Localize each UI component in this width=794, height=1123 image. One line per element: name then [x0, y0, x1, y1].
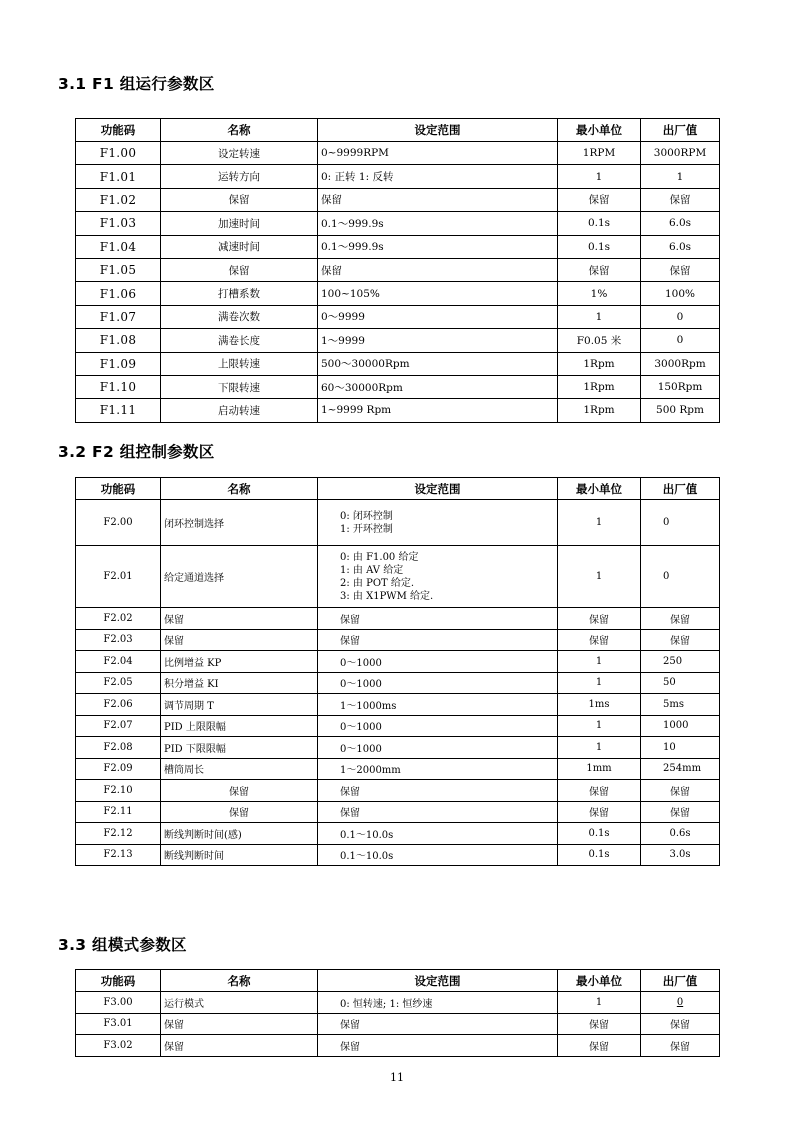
- unit-cell: 保留: [558, 188, 641, 211]
- code-cell: F1.06: [76, 282, 161, 305]
- default-cell: 5ms: [641, 694, 720, 716]
- table-row: [76, 780, 720, 802]
- code-cell: F2.02: [76, 608, 161, 630]
- header-unit: 最小单位: [558, 478, 641, 500]
- table-row: [76, 758, 720, 780]
- section-title-f3: 3.3 组模式参数区: [58, 936, 187, 954]
- name-cell: 保留: [161, 608, 318, 630]
- table-row: [76, 546, 720, 608]
- unit-cell: 1: [558, 305, 641, 328]
- unit-cell: 1: [558, 546, 641, 608]
- range-cell: [318, 546, 558, 608]
- table-row: [76, 737, 720, 759]
- range-cell: 1～9999: [318, 329, 558, 352]
- code-cell: F2.01: [76, 546, 161, 608]
- table-row: [76, 672, 720, 694]
- header-unit: 最小单位: [558, 119, 641, 142]
- header-range: 设定范围: [318, 478, 558, 500]
- name-cell: 运转方向: [161, 165, 318, 188]
- code-cell: F2.08: [76, 737, 161, 759]
- range-cell: 保留: [318, 608, 558, 630]
- name-cell: 保留: [161, 188, 318, 211]
- unit-cell: 1: [558, 165, 641, 188]
- unit-cell: 保留: [558, 608, 641, 630]
- name-cell: 满卷次数: [161, 305, 318, 328]
- header-unit: 最小单位: [558, 970, 641, 992]
- range-cell: 500～30000Rpm: [318, 352, 558, 375]
- range-cell: 0~9999RPM: [318, 142, 558, 165]
- table-header-row: [76, 478, 720, 500]
- table-row: [76, 399, 720, 422]
- code-cell: F2.04: [76, 651, 161, 673]
- default-cell: 0.6s: [641, 823, 720, 845]
- range-cell: 保留: [318, 629, 558, 651]
- range-cell: 60～30000Rpm: [318, 375, 558, 398]
- default-cell: 10: [641, 737, 720, 759]
- code-cell: F2.10: [76, 780, 161, 802]
- default-cell: 50: [641, 672, 720, 694]
- header-code: 功能码: [76, 970, 161, 992]
- range-cell: 0.1～10.0s: [318, 844, 558, 866]
- code-cell: F1.04: [76, 235, 161, 258]
- name-cell: 保留: [161, 629, 318, 651]
- unit-cell: 1ms: [558, 694, 641, 716]
- range-cell: 保留: [318, 801, 558, 823]
- unit-cell: 保留: [558, 780, 641, 802]
- code-cell: F3.00: [76, 992, 161, 1014]
- range-cell: 0: 正转 1: 反转: [318, 165, 558, 188]
- default-cell: 3.0s: [641, 844, 720, 866]
- unit-cell: 保留: [558, 1013, 641, 1035]
- name-cell: 保留: [161, 258, 318, 281]
- name-cell: 积分增益 KI: [161, 672, 318, 694]
- f2-parameter-table: [75, 477, 720, 866]
- unit-cell: 1: [558, 715, 641, 737]
- range-line: 2: 由 POT 给定.: [340, 577, 415, 589]
- default-cell: 100%: [641, 282, 720, 305]
- name-cell: 槽筒周长: [161, 758, 318, 780]
- table-row: [76, 375, 720, 398]
- range-cell: 0: 恒转速; 1: 恒纱速: [318, 992, 558, 1014]
- range-cell: 1～2000mm: [318, 758, 558, 780]
- code-cell: F2.00: [76, 500, 161, 546]
- code-cell: F1.11: [76, 399, 161, 422]
- header-name: 名称: [161, 119, 318, 142]
- table-row: [76, 801, 720, 823]
- unit-cell: 1: [558, 672, 641, 694]
- range-cell: 保留: [318, 258, 558, 281]
- table-row: [76, 258, 720, 281]
- table-row: [76, 1035, 720, 1057]
- code-cell: F3.01: [76, 1013, 161, 1035]
- code-cell: F2.13: [76, 844, 161, 866]
- section-title-f2: 3.2 F2 组控制参数区: [58, 443, 215, 461]
- range-cell: 0～1000: [318, 715, 558, 737]
- table-row: [76, 608, 720, 630]
- table-row: [76, 352, 720, 375]
- default-cell: 254mm: [641, 758, 720, 780]
- name-cell: 给定通道选择: [161, 546, 318, 608]
- header-default: 出厂值: [641, 478, 720, 500]
- code-cell: F1.08: [76, 329, 161, 352]
- code-cell: F2.03: [76, 629, 161, 651]
- header-range: 设定范围: [318, 119, 558, 142]
- range-cell: 1～1000ms: [318, 694, 558, 716]
- name-cell: PID 上限限幅: [161, 715, 318, 737]
- default-cell: 0: [641, 329, 720, 352]
- range-cell: 0～1000: [318, 672, 558, 694]
- default-cell: 保留: [641, 780, 720, 802]
- code-cell: F2.07: [76, 715, 161, 737]
- code-cell: F1.09: [76, 352, 161, 375]
- unit-cell: 0.1s: [558, 212, 641, 235]
- unit-cell: 0.1s: [558, 823, 641, 845]
- name-cell: 设定转速: [161, 142, 318, 165]
- table-row: [76, 212, 720, 235]
- default-cell: 6.0s: [641, 212, 720, 235]
- table-row: [76, 329, 720, 352]
- range-cell: 0.1～999.9s: [318, 212, 558, 235]
- range-cell: 保留: [318, 188, 558, 211]
- name-cell: 满卷长度: [161, 329, 318, 352]
- code-cell: F1.03: [76, 212, 161, 235]
- range-cell: 1~9999 Rpm: [318, 399, 558, 422]
- table-row: [76, 305, 720, 328]
- unit-cell: 1Rpm: [558, 375, 641, 398]
- range-cell: 保留: [318, 780, 558, 802]
- name-cell: 启动转速: [161, 399, 318, 422]
- table-row: [76, 844, 720, 866]
- range-cell: 0～9999: [318, 305, 558, 328]
- table-row: [76, 282, 720, 305]
- name-cell: 断线判断时间: [161, 844, 318, 866]
- table-row: [76, 165, 720, 188]
- code-cell: F2.05: [76, 672, 161, 694]
- code-cell: F1.00: [76, 142, 161, 165]
- default-cell: 3000RPM: [641, 142, 720, 165]
- default-cell: 150Rpm: [641, 375, 720, 398]
- name-cell: 保留: [161, 1035, 318, 1057]
- name-cell: 打槽系数: [161, 282, 318, 305]
- default-cell: 保留: [641, 1035, 720, 1057]
- default-cell: 保留: [641, 188, 720, 211]
- range-line: 0: 闭环控制: [340, 510, 393, 522]
- range-cell: 0～1000: [318, 737, 558, 759]
- name-cell: 下限转速: [161, 375, 318, 398]
- table-header-row: [76, 970, 720, 992]
- header-range: 设定范围: [318, 970, 558, 992]
- code-cell: F3.02: [76, 1035, 161, 1057]
- unit-cell: F0.05 米: [558, 329, 641, 352]
- default-cell: 保留: [641, 258, 720, 281]
- unit-cell: 1: [558, 737, 641, 759]
- unit-cell: 保留: [558, 801, 641, 823]
- default-value: 0: [676, 996, 684, 1008]
- name-cell: 断线判断时间(感): [161, 823, 318, 845]
- name-cell: PID 下限限幅: [161, 737, 318, 759]
- range-cell: [318, 500, 558, 546]
- unit-cell: 1: [558, 992, 641, 1014]
- table-row: [76, 715, 720, 737]
- unit-cell: 1mm: [558, 758, 641, 780]
- code-cell: F1.10: [76, 375, 161, 398]
- unit-cell: 0.1s: [558, 235, 641, 258]
- range-cell: 保留: [318, 1035, 558, 1057]
- range-line: 1: 由 AV 给定: [340, 564, 404, 576]
- unit-cell: 保留: [558, 629, 641, 651]
- code-cell: F1.01: [76, 165, 161, 188]
- unit-cell: 1Rpm: [558, 399, 641, 422]
- name-cell: 上限转速: [161, 352, 318, 375]
- default-cell: 保留: [641, 1013, 720, 1035]
- range-line: 0: 由 F1.00 给定: [340, 551, 419, 563]
- default-cell: 6.0s: [641, 235, 720, 258]
- table-row: [76, 823, 720, 845]
- range-cell: 0.1～999.9s: [318, 235, 558, 258]
- unit-cell: 保留: [558, 1035, 641, 1057]
- range-cell: 保留: [318, 1013, 558, 1035]
- range-line: 3: 由 X1PWM 给定.: [340, 590, 434, 602]
- range-line: 1: 开环控制: [340, 523, 393, 535]
- unit-cell: 1: [558, 500, 641, 546]
- unit-cell: 1: [558, 651, 641, 673]
- default-cell: 250: [641, 651, 720, 673]
- table-header-row: [76, 119, 720, 142]
- default-cell: 保留: [641, 629, 720, 651]
- unit-cell: 保留: [558, 258, 641, 281]
- unit-cell: 0.1s: [558, 844, 641, 866]
- name-cell: 调节周期 T: [161, 694, 318, 716]
- table-row: [76, 500, 720, 546]
- table-row: [76, 235, 720, 258]
- name-cell: 保留: [161, 780, 318, 802]
- f3-parameter-table: [75, 969, 720, 1057]
- table-row: [76, 629, 720, 651]
- default-cell: 保留: [641, 608, 720, 630]
- name-cell: 加速时间: [161, 212, 318, 235]
- header-code: 功能码: [76, 119, 161, 142]
- unit-cell: 1RPM: [558, 142, 641, 165]
- table-row: [76, 188, 720, 211]
- default-cell: 1000: [641, 715, 720, 737]
- name-cell: 保留: [161, 801, 318, 823]
- range-cell: 100~105%: [318, 282, 558, 305]
- default-cell: [641, 992, 720, 1014]
- table-row: [76, 1013, 720, 1035]
- name-cell: 比例增益 KP: [161, 651, 318, 673]
- code-cell: F1.07: [76, 305, 161, 328]
- default-cell: 0: [641, 500, 720, 546]
- default-cell: 3000Rpm: [641, 352, 720, 375]
- unit-cell: 1%: [558, 282, 641, 305]
- range-cell: 0.1～10.0s: [318, 823, 558, 845]
- default-cell: 500 Rpm: [641, 399, 720, 422]
- name-cell: 运行模式: [161, 992, 318, 1014]
- table-row: [76, 992, 720, 1014]
- name-cell: 保留: [161, 1013, 318, 1035]
- table-row: [76, 142, 720, 165]
- page-number: 11: [390, 1071, 404, 1084]
- code-cell: F2.11: [76, 801, 161, 823]
- header-default: 出厂值: [641, 970, 720, 992]
- name-cell: 减速时间: [161, 235, 318, 258]
- header-name: 名称: [161, 478, 318, 500]
- f1-parameter-table: [75, 118, 720, 423]
- default-cell: 1: [641, 165, 720, 188]
- default-cell: 0: [641, 305, 720, 328]
- default-cell: 0: [641, 546, 720, 608]
- code-cell: F2.06: [76, 694, 161, 716]
- range-cell: 0～1000: [318, 651, 558, 673]
- name-cell: 闭环控制选择: [161, 500, 318, 546]
- table-row: [76, 694, 720, 716]
- header-code: 功能码: [76, 478, 161, 500]
- default-cell: 保留: [641, 801, 720, 823]
- code-cell: F2.12: [76, 823, 161, 845]
- unit-cell: 1Rpm: [558, 352, 641, 375]
- code-cell: F1.02: [76, 188, 161, 211]
- header-name: 名称: [161, 970, 318, 992]
- header-default: 出厂值: [641, 119, 720, 142]
- code-cell: F1.05: [76, 258, 161, 281]
- table-row: [76, 651, 720, 673]
- code-cell: F2.09: [76, 758, 161, 780]
- section-title-f1: 3.1 F1 组运行参数区: [58, 75, 215, 93]
